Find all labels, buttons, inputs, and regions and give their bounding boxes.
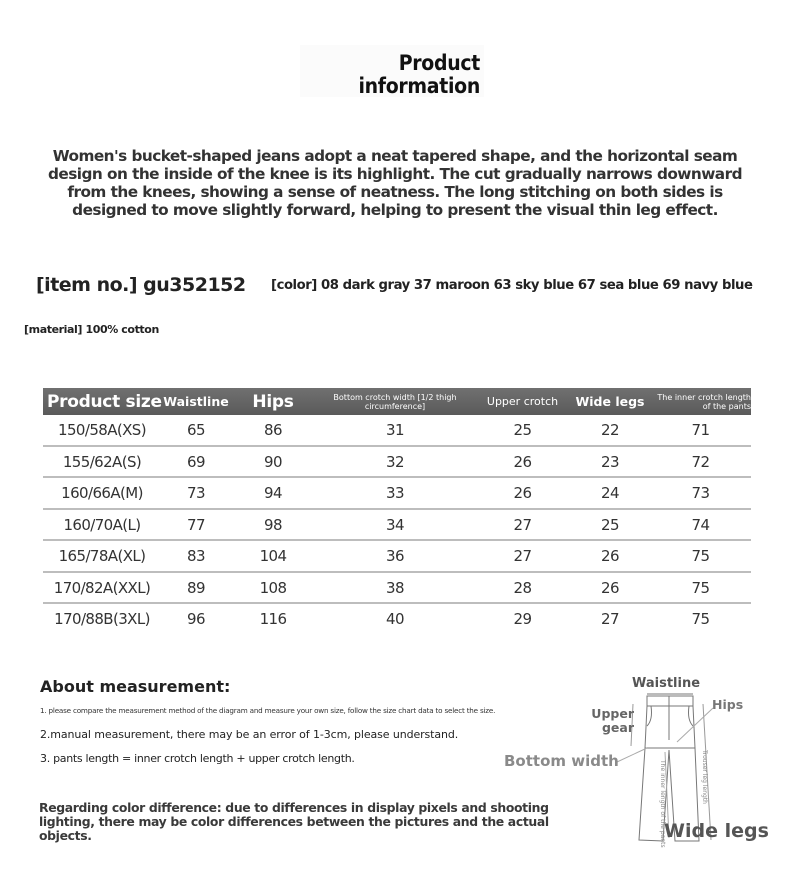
table-row: [43, 541, 751, 573]
table-row: [43, 447, 751, 479]
cell-inner-crotch-length: 73: [691, 484, 710, 502]
cell-bottom-crotch-width: 40: [386, 610, 404, 628]
cell-product-size: 170/82A(XXL): [53, 578, 151, 597]
diagram-label-waistline: Waistline: [632, 676, 701, 691]
measurement-note-1: 1. please compare the measurement method of the diagram and measure your own size, follow the size chart data to select the size.: [40, 706, 496, 715]
cell-upper-crotch: 27: [513, 547, 532, 565]
product-description: Women's bucket-shaped jeans adopt a neat tapered shape, and the horizontal seam design on the inside of the knee is its highlight. The cut gradually narrows downward from the knees, showing a sense of neatness. The long stitching on both sides is designed to move slightly forward, helping to present the visual thin leg effect.: [48, 147, 742, 219]
trouser-length-label: Trouser leg length: [701, 750, 708, 804]
cell-upper-crotch: 25: [513, 421, 532, 439]
cell-waistline: 77: [187, 515, 205, 534]
cell-product-size: 155/62A(S): [62, 452, 142, 471]
cell-upper-crotch: 29: [513, 610, 532, 628]
title-line-1: Product: [398, 51, 480, 75]
cell-product-size: 160/66A(M): [61, 484, 143, 502]
column-header-hips: Hips: [252, 391, 294, 412]
material-info: [material] 100% cotton: [24, 323, 159, 336]
size-table-body: [43, 415, 751, 634]
cell-hips: 108: [259, 578, 287, 597]
cell-upper-crotch: 26: [513, 484, 532, 502]
column-header-wide-legs: Wide legs: [575, 394, 645, 409]
column-header-bottom-crotch-width: Bottom crotch width [1/2 thigh circumference]: [333, 392, 457, 411]
cell-hips: 116: [259, 610, 287, 628]
diagram-label-upper-gear: Upper gear: [591, 706, 634, 735]
cell-wide-legs: 27: [601, 610, 619, 628]
cell-inner-crotch-length: 72: [691, 452, 710, 471]
cell-hips: 98: [264, 515, 282, 534]
table-row: [43, 510, 751, 542]
item-number: [item no.] gu352152: [36, 274, 246, 296]
cell-waistline: 73: [187, 484, 205, 502]
diagram-label-wide-legs: Wide legs: [664, 820, 769, 842]
cell-product-size: 150/58A(XS): [58, 421, 146, 439]
cell-bottom-crotch-width: 32: [386, 452, 404, 471]
cell-inner-crotch-length: 71: [691, 421, 710, 439]
cell-waistline: 69: [187, 452, 205, 471]
size-table-header: [43, 388, 751, 415]
color-options: [color] 08 dark gray 37 maroon 63 sky blue 67 sea blue 69 navy blue: [271, 278, 753, 293]
cell-hips: 90: [264, 452, 282, 471]
cell-product-size: 170/88B(3XL): [54, 610, 150, 628]
cell-waistline: 65: [187, 421, 205, 439]
cell-bottom-crotch-width: 34: [386, 515, 404, 534]
page-title: [300, 52, 480, 98]
cell-product-size: 165/78A(XL): [58, 547, 146, 565]
column-header-inner-crotch-length: The inner crotch length of the pants: [657, 392, 751, 411]
cell-hips: 94: [264, 484, 282, 502]
cell-waistline: 96: [187, 610, 205, 628]
cell-upper-crotch: 27: [513, 515, 532, 534]
table-row: [43, 573, 751, 605]
inner-length-label: The inner length of the pants: [659, 760, 666, 848]
column-header-product-size: Product size: [47, 391, 162, 412]
cell-inner-crotch-length: 75: [691, 578, 710, 597]
cell-upper-crotch: 26: [513, 452, 532, 471]
table-row: [43, 415, 751, 447]
cell-bottom-crotch-width: 31: [386, 421, 404, 439]
measurement-note-3: 3. pants length = inner crotch length + upper crotch length.: [40, 752, 355, 765]
cell-wide-legs: 26: [601, 578, 619, 597]
cell-hips: 86: [264, 421, 282, 439]
table-row: [43, 478, 751, 510]
size-table: [43, 388, 751, 634]
measurement-note-2: 2.manual measurement, there may be an error of 1-3cm, please understand.: [40, 728, 459, 741]
diagram-label-hips: Hips: [712, 697, 744, 712]
cell-wide-legs: 24: [601, 484, 619, 502]
cell-wide-legs: 25: [601, 515, 619, 534]
cell-product-size: 160/70A(L): [63, 515, 141, 534]
title-line-2: information: [358, 74, 480, 98]
cell-wide-legs: 22: [601, 421, 619, 439]
cell-bottom-crotch-width: 36: [386, 547, 404, 565]
column-header-upper-crotch: Upper crotch: [486, 395, 559, 408]
cell-bottom-crotch-width: 33: [386, 484, 404, 502]
cell-bottom-crotch-width: 38: [386, 578, 404, 597]
diagram-label-bottom-width: Bottom width: [504, 752, 619, 770]
waistband: [647, 696, 693, 706]
table-row: [43, 604, 751, 634]
cell-inner-crotch-length: 74: [691, 515, 710, 534]
cell-waistline: 89: [187, 578, 205, 597]
cell-hips: 104: [259, 547, 287, 565]
measurement-heading: About measurement:: [40, 677, 231, 696]
cell-wide-legs: 23: [601, 452, 619, 471]
cell-wide-legs: 26: [601, 547, 619, 565]
column-header-waistline: Waistline: [163, 394, 229, 409]
cell-upper-crotch: 28: [513, 578, 532, 597]
color-difference-note: Regarding color difference: due to differences in display pixels and shooting lighting, there may be color differences between the pictures and the actual objects.: [39, 800, 549, 843]
cell-inner-crotch-length: 75: [691, 610, 710, 628]
cell-inner-crotch-length: 75: [691, 547, 710, 565]
cell-waistline: 83: [187, 547, 205, 565]
